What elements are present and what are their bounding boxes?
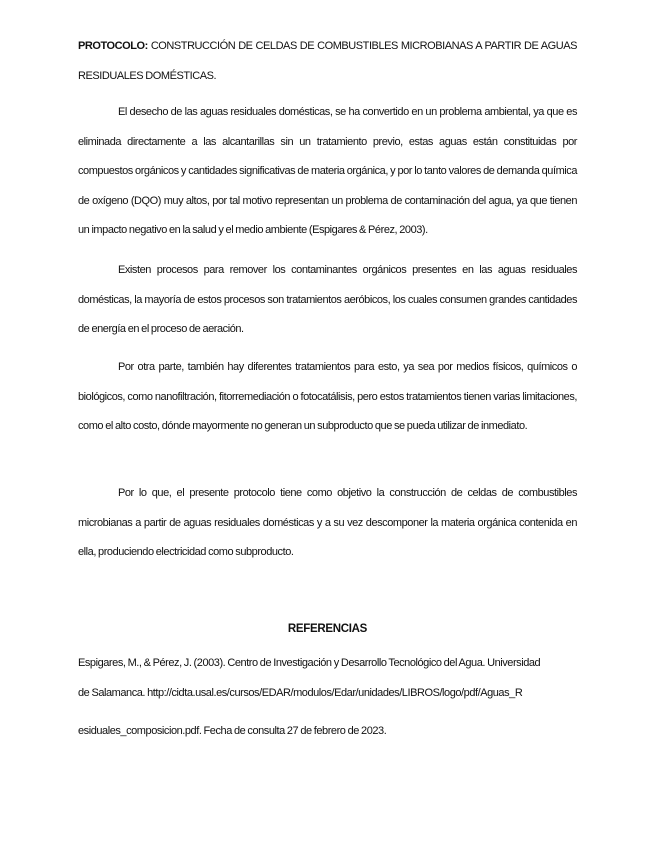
paragraph-1: El desecho de las aguas residuales domésticas, se ha convertido en un problema ambiental, ya que es eliminada directamente a las alcantarillas sin un tratamiento previo, estas aguas están constituidas por compuestos orgánicos y cantidades significativas de materia orgánica, y por lo tanto valores de demanda química de oxígeno (DQO) muy altos, por tal motivo representan un problema de contaminación del agua, ya que tienen un impacto negativo en la salud y el medio ambiente (Espigares & Pérez, 2003). xyxy=(78,106,577,236)
reference-entry xyxy=(78,648,577,746)
title-text: CONSTRUCCIÓN DE CELDAS DE COMBUSTIBLES MICROBIANAS A PARTIR DE AGUAS RESIDUALES DOMÉSTICAS. xyxy=(78,40,578,82)
document-title xyxy=(78,31,577,91)
paragraph-3: Por otra parte, también hay diferentes tratamientos para esto, ya sea por medios físicos, químicos o biológicos, como nanofiltración, fitorremediación o fotocatálisis, pero estos tratamientos tienen varias limitaciones, como el alto costo, dónde mayormente no generan un subproducto que se pueda utilizar de inmediato. xyxy=(78,361,577,432)
references-heading: REFERENCIAS xyxy=(287,623,368,635)
reference-line: de Salamanca. http://cidta.usal.es/cursos/EDAR/modulos/Edar/unidades/LIBROS/logo/pdf/Aguas_R xyxy=(78,687,523,699)
title-label: PROTOCOLO: xyxy=(78,40,148,52)
reference-line: esiduales_composicion.pdf. Fecha de consulta 27 de febrero de 2023. xyxy=(78,725,387,737)
paragraph-4: Por lo que, el presente protocolo tiene como objetivo la construcción de celdas de combustibles microbianas a partir de aguas residuales domésticas y a su vez descomponer la materia orgánica contenida en ella, produciendo electricidad como subproducto. xyxy=(78,487,577,558)
paragraph-2: Existen procesos para remover los contaminantes orgánicos presentes en las aguas residuales domésticas, la mayoría de estos procesos son tratamientos aeróbicos, los cuales consumen grandes cantidades de energía en el proceso de aeración. xyxy=(78,264,577,335)
reference-line: Espigares, M., & Pérez, J. (2003). Centro de Investigación y Desarrollo Tecnológico del Agua. Universidad xyxy=(78,657,541,669)
